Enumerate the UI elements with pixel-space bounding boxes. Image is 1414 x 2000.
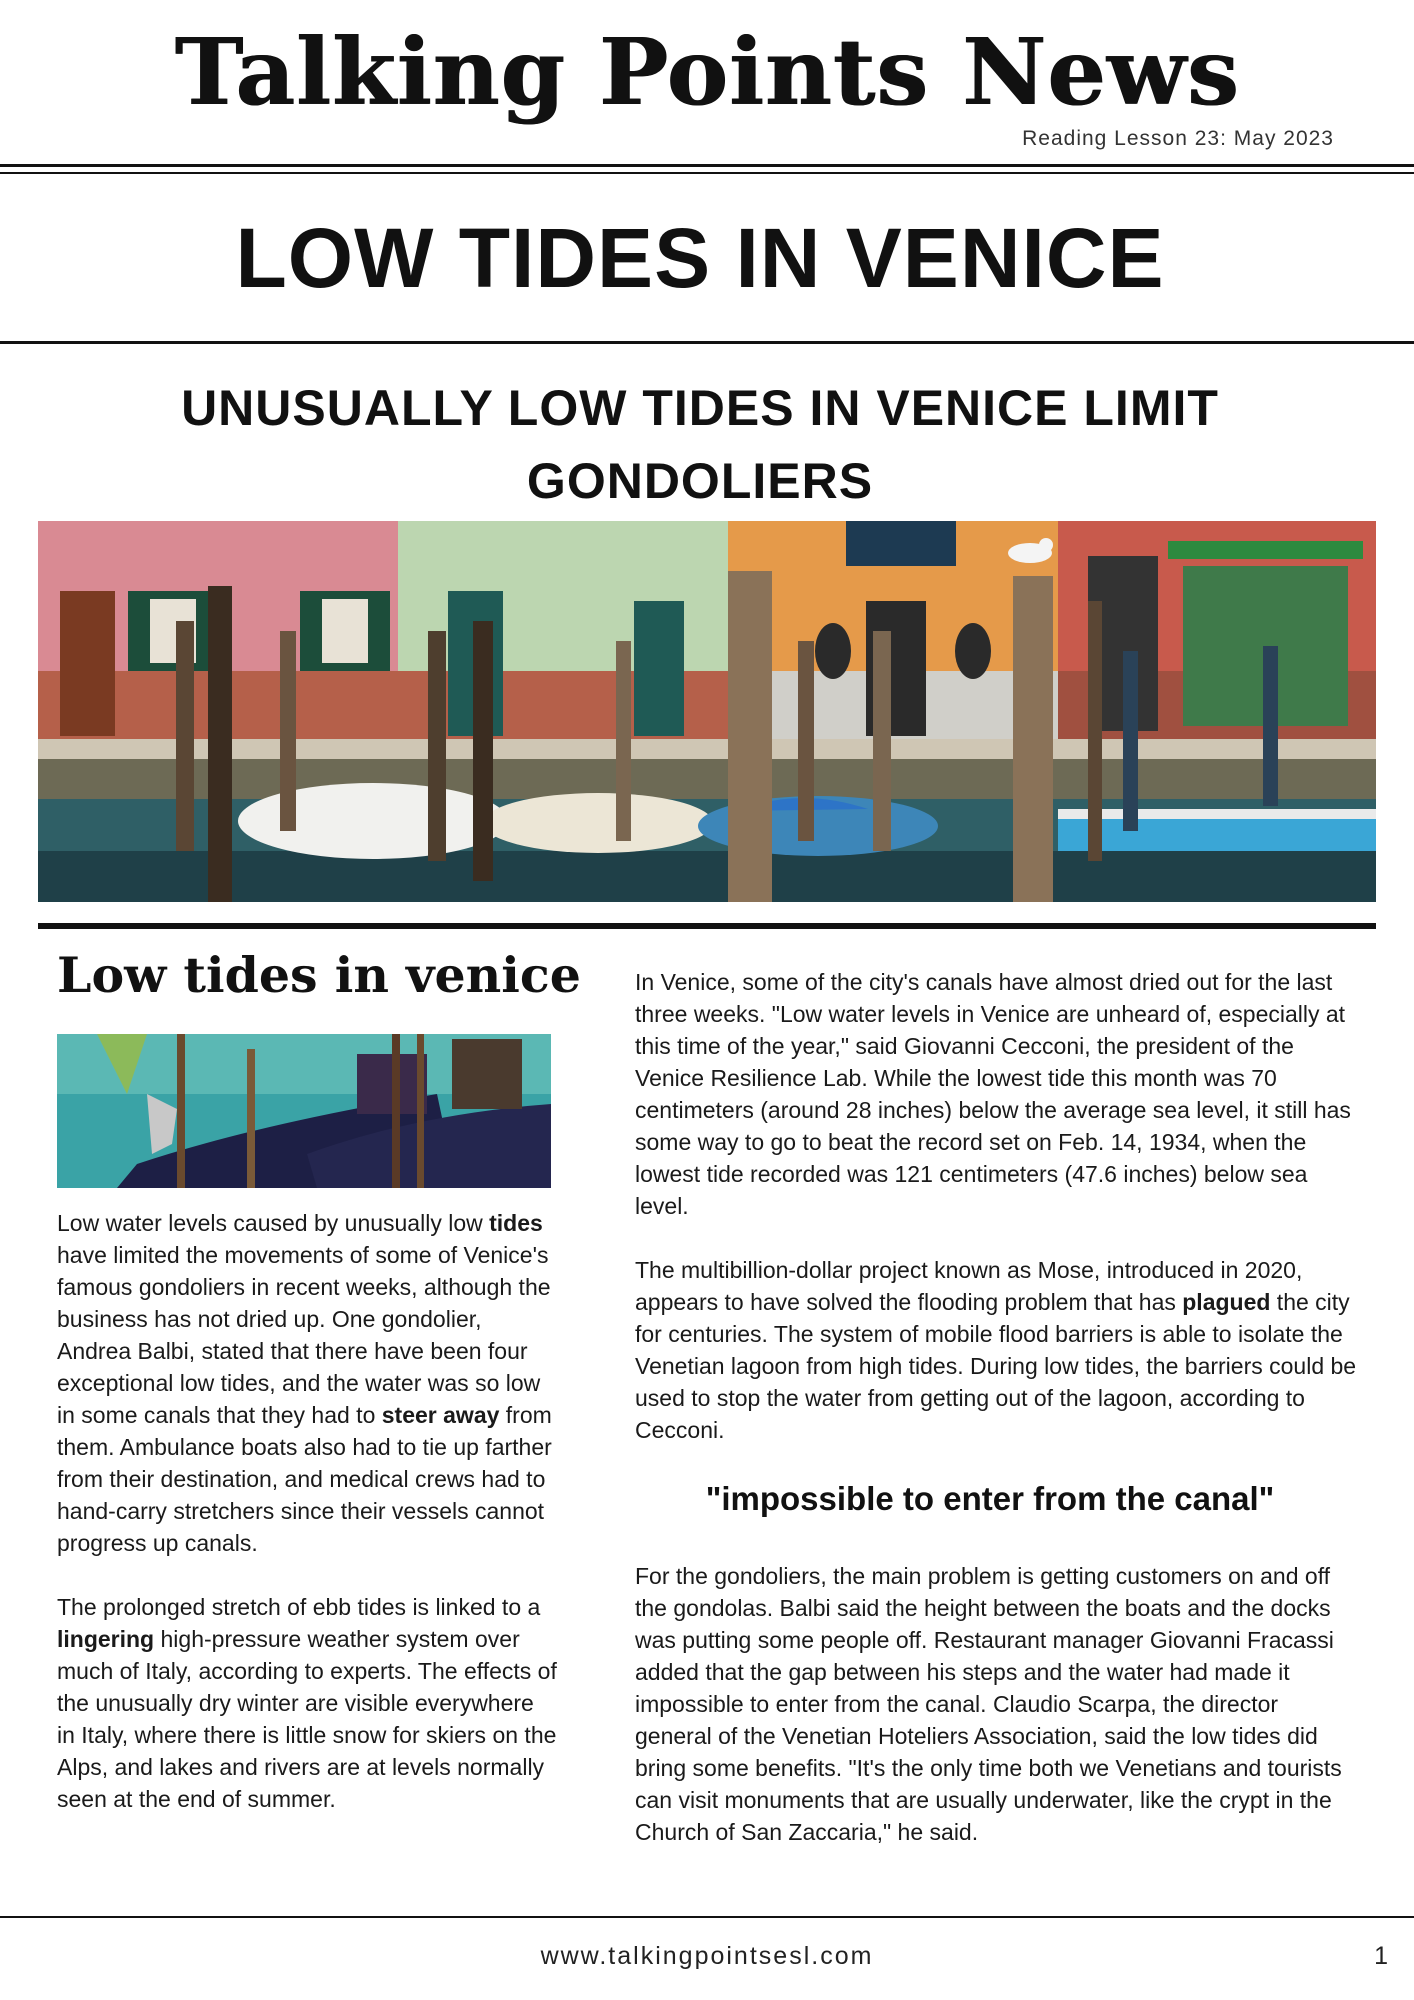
masthead-title: Talking Points News — [174, 18, 1240, 126]
headline-rule — [0, 341, 1414, 344]
subheadline: UNUSUALLY LOW TIDES IN VENICE LIMIT GONDOLIERS — [181, 380, 1219, 509]
main-photo-venice-canal — [38, 521, 1376, 902]
column-title: Low tides in venice — [57, 946, 581, 1004]
paragraph-right-2 — [635, 1257, 1356, 1443]
footer-rule — [0, 1916, 1414, 1918]
vocab-term: steer away — [381, 1402, 500, 1428]
headline: LOW TIDES IN VENICE — [235, 211, 1165, 305]
section-rule — [38, 923, 1376, 929]
text-run: Low water levels caused by unusually low — [57, 1210, 490, 1236]
text-run: The multibillion-dollar project known as Mose, introduced in 2020, appears to have solved the flooding problem that has — [635, 1257, 1303, 1315]
text-run: high-pressure weather system over much of Italy, according to experts. The effects of the unusually dry winter are visible everywhere in Italy, where there is little snow for skiers on the Alps, and lakes and rivers are at levels normally seen at the end of summer. — [57, 1626, 557, 1812]
page-number: 1 — [1374, 1942, 1388, 1970]
paragraph-left-1 — [57, 1210, 552, 1556]
gondola-photo — [57, 1034, 551, 1188]
text-run: The prolonged stretch of ebb tides is linked to a — [57, 1594, 541, 1620]
vocab-term: plagued — [1182, 1289, 1271, 1315]
footer-url: www.talkingpointsesl.com — [540, 1942, 874, 1970]
text-run: from them. Ambulance boats also had to tie up farther from their destination, and medical crews had to hand-carry stretchers since their vessels cannot progress up canals. — [57, 1402, 552, 1556]
quote-heading: "impossible to enter from the canal" — [705, 1480, 1275, 1517]
text-run: In Venice, some of the city's canals have almost dried out for the last three weeks. "Low water levels in Venice are unheard of, especially at this time of the year," said Giovanni Cecconi, the president of the Venice Resilience Lab. While the lowest tide this month was 70 centimeters (around 28 inches) below the average sea level, it still has some way to go to beat the record set on Feb. 14, 1934, when the lowest tide recorded was 121 centimeters (47.6 inches) below sea level. — [635, 969, 1351, 1219]
lesson-info: Reading Lesson 23: May 2023 — [1022, 127, 1334, 150]
vocab-term: tides — [489, 1210, 543, 1236]
paragraph-right-3 — [635, 1563, 1342, 1845]
article-left-text — [57, 1207, 557, 1815]
text-run: the city for centuries. The system of mobile flood barriers is able to isolate the Venetian lagoon from high tides. During low tides, the barriers could be used to stop the water from getting out of the lagoon, according to Cecconi. — [635, 1289, 1357, 1443]
article-right-text-2 — [635, 1560, 1360, 1848]
paragraph-left-2 — [57, 1594, 557, 1812]
masthead-rule-top — [0, 164, 1414, 167]
text-run: For the gondoliers, the main problem is getting customers on and off the gondolas. Balbi said the height between the boats and the docks was putting some people off. Restaurant manager Giovanni Fracassi added that the gap between his steps and the water had made it impossible to enter from the canal. Claudio Scarpa, the director general of the Venetian Hoteliers Association, said the low tides did bring some benefits. "It's the only time both we Venetians and tourists can visit monuments that are usually underwater, like the crypt in the Church of San Zaccaria," he said. — [635, 1563, 1342, 1845]
masthead-rule-bottom — [0, 172, 1414, 174]
text-run: have limited the movements of some of Venice's famous gondoliers in recent weeks, although the business has not dried up. One gondolier, Andrea Balbi, stated that there have been four exceptional low tides, and the water was so low in some canals that they had to — [57, 1242, 551, 1428]
vocab-term: lingering — [57, 1626, 155, 1652]
article-right-text — [635, 966, 1360, 1446]
paragraph-right-1 — [635, 969, 1351, 1219]
